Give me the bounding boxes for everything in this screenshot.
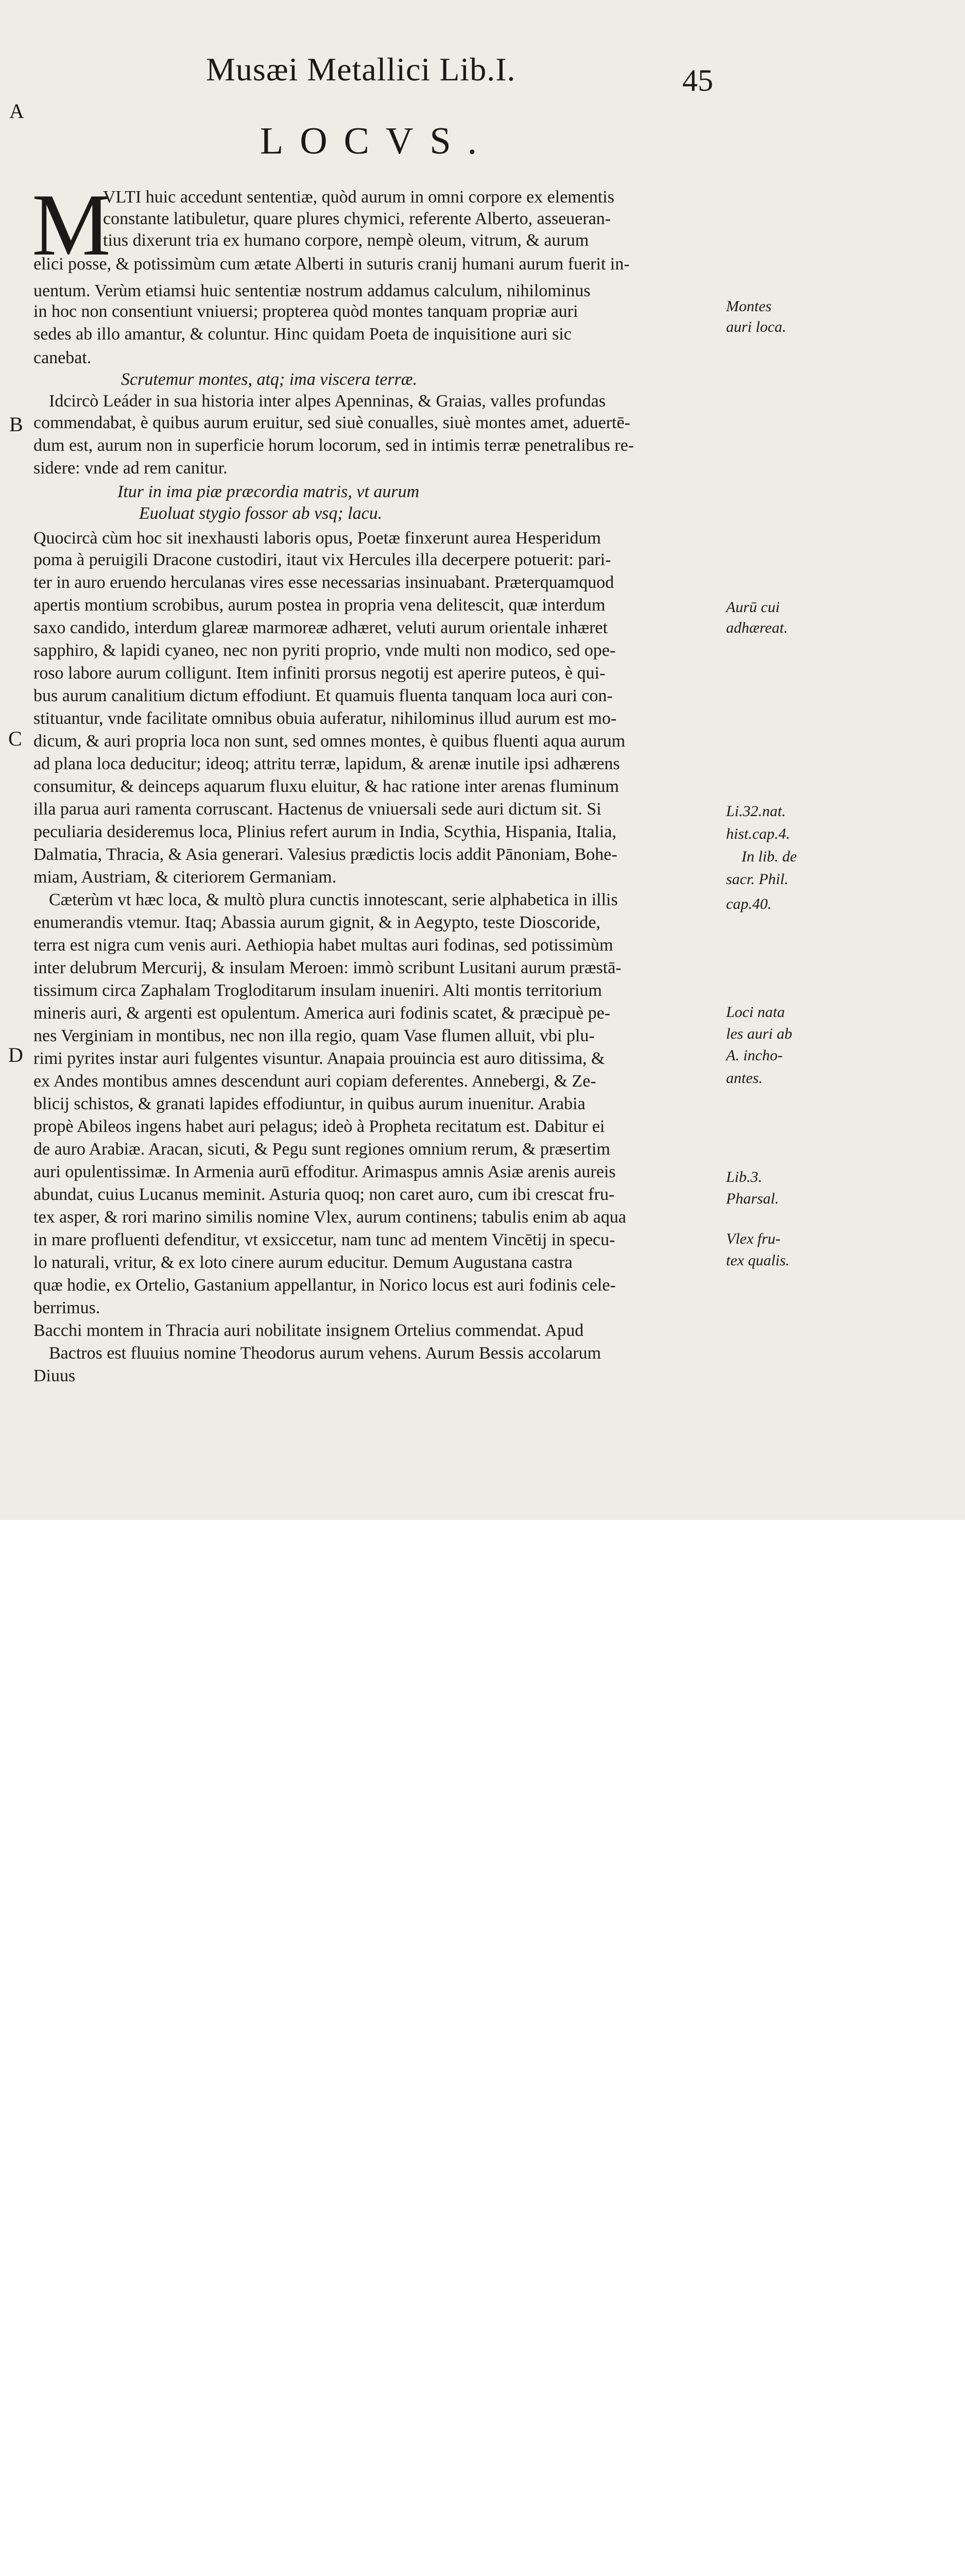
- section-marker-b: B: [9, 413, 23, 436]
- margin-note: antes.: [726, 1070, 763, 1087]
- margin-note: Li.32.nat.: [726, 803, 786, 820]
- body-line: propè Abileos ingens habet auri pelagus; ideò à Propheta recitatum est. Dabitur ei: [33, 1117, 605, 1136]
- body-line: inter delubrum Mercurij, & insulam Meroen: immò scribunt Lusitani aurum præstā-: [33, 958, 622, 977]
- margin-note: Loci nata: [726, 1004, 785, 1021]
- body-line: dicum, & auri propria loca non sunt, sed omnes montes, è quibus fluenti aqua aurum: [33, 732, 626, 751]
- body-line: elici posse, & potissimùm cum ætate Alberti in suturis cranij humani aurum fuerit in-: [33, 255, 630, 274]
- body-line: Diuus: [33, 1366, 76, 1385]
- body-line: ex Andes montibus amnes descendunt auri copiam deferentes. Annebergi, & Ze-: [33, 1072, 596, 1091]
- footer-bar: [0, 1520, 965, 1590]
- body-line: commendabat, è quibus aurum eruitur, sed siuè conualles, siuè montes amet, aduertē-: [33, 413, 631, 432]
- body-line: blicij schistos, & granati lapides effodiuntur, in quibus aurum inuenitur. Arabia: [33, 1094, 585, 1113]
- body-line: peculiaria desideremus loca, Plinius refert aurum in India, Scythia, Hispania, Italia,: [33, 822, 617, 841]
- body-line: VLTI huic accedunt sententiæ, quòd aurum in omni corpore ex elementis: [103, 188, 614, 207]
- body-line: Cæterùm vt hæc loca, & multò plura cunctis innotescant, serie alphabetica in illis: [49, 890, 618, 909]
- drop-cap: M: [32, 176, 111, 274]
- body-line: Quocircà cùm hoc sit inexhausti laboris opus, Poetæ finxerunt aurea Hesperidum: [33, 529, 601, 548]
- body-line: Idcircò Leáder in sua historia inter alpes Apenninas, & Graias, valles profundas: [49, 392, 606, 411]
- body-line: miam, Austriam, & citeriorem Germaniam.: [33, 868, 337, 887]
- verse-line: Euoluat stygio fossor ab vsq; lacu.: [139, 504, 383, 523]
- body-line: tius dixerunt tria ex humano corpore, nempè oleum, vitrum, & aurum: [103, 231, 589, 250]
- body-line: enumerandis vtemur. Itaq; Abassia aurum gignit, & in Aegypto, teste Dioscoride,: [33, 913, 601, 932]
- body-line: canebat.: [33, 348, 92, 367]
- body-line: sedes ab illo amantur, & coluntur. Hinc quidam Poeta de inquisitione auri sic: [33, 325, 572, 344]
- margin-note: In lib. de: [742, 848, 797, 865]
- body-line: in hoc non consentiunt vniuersi; propterea quòd montes tanquam propriæ auri: [33, 302, 578, 321]
- body-line: ter in auro eruendo herculanas vires esse necessarias insinuabant. Præterquamquod: [33, 573, 614, 592]
- margin-note: adhæreat.: [726, 619, 788, 636]
- body-line: bus aurum canalitium dictum effodiunt. Et quamuis fluenta tanquam loca auri con-: [33, 686, 613, 705]
- body-line: berrimus.: [33, 1298, 100, 1317]
- margin-note: auri loca.: [726, 318, 786, 335]
- body-line: quæ hodie, ex Ortelio, Gastanium appellantur, in Norico locus est auri fodinis cele-: [33, 1276, 616, 1295]
- chapter-heading: LOCVS.: [260, 120, 494, 162]
- margin-note: hist.cap.4.: [726, 825, 790, 842]
- running-title: Musæi Metallici Lib.I.: [206, 51, 516, 88]
- margin-note: sacr. Phil.: [726, 871, 788, 888]
- margin-note: Aurū cui: [726, 599, 780, 616]
- section-marker-a: A: [9, 99, 24, 123]
- section-marker-d: D: [8, 1043, 23, 1066]
- body-line: uentum. Verùm etiamsi huic sententiæ nostrum addamus calculum, nihilominus: [33, 281, 591, 300]
- body-line: abundat, cuius Lucanus meminit. Asturia quoq; non caret auro, cum ibi crescat fru-: [33, 1185, 615, 1204]
- body-line: auri opulentissimæ. In Armenia aurū effoditur. Arimaspus amnis Asiæ arenis aureis: [33, 1162, 616, 1181]
- body-line: saxo candido, interdum glareæ marmoreæ adhæret, veluti aurum orientale inhæret: [33, 618, 608, 637]
- body-line: poma à peruigili Dracone custodiri, itaut vix Hercules illa decerpere potuerit: pari-: [33, 550, 611, 569]
- margin-note: Pharsal.: [726, 1190, 779, 1207]
- body-line: apertis montium scrobibus, aurum postea in propria vena delitescit, quæ interdum: [33, 596, 606, 615]
- body-line: constante latibuletur, quare plures chymici, referente Alberto, asseueran-: [103, 209, 611, 228]
- body-line: tissimum circa Zaphalam Trogloditarum insulam inueniri. Alti montis territorium: [33, 981, 602, 1000]
- verse-line: Scrutemur montes, atq; ima viscera terræ.: [121, 370, 418, 389]
- body-line: terra est nigra cum venis auri. Aethiopia habet multas auri fodinas, sed potissimùm: [33, 936, 613, 955]
- margin-note: Lib.3.: [726, 1168, 763, 1185]
- body-line: mineris auri, & argenti est opulentum. America auri fodinis scatet, & præcipuè pe-: [33, 1004, 611, 1023]
- body-line: Bactros est fluuius nomine Theodorus aurum vehens. Aurum Bessis accolarum: [49, 1344, 601, 1363]
- body-line: lo naturali, vritur, & ex loto cinere aurum educitur. Demum Augustana castra: [33, 1253, 573, 1272]
- body-line: stituantur, vnde facilitate omnibus obuia auferatur, nihilominus illud aurum est mo-: [33, 709, 617, 728]
- body-line: dum est, aurum non in superficie horum locorum, sed in intimis terræ penetralibus re-: [33, 436, 634, 455]
- margin-note: cap.40.: [726, 895, 772, 912]
- margin-note: Vlex fru-: [726, 1230, 781, 1247]
- margin-note: les auri ab: [726, 1025, 792, 1042]
- margin-note: Montes: [726, 298, 772, 315]
- body-line: sidere: vnde ad rem canitur.: [33, 459, 228, 478]
- body-line: rimi pyrites instar auri fulgentes visuntur. Anapaia prouincia est auro ditissima, &: [33, 1049, 605, 1068]
- body-line: Dalmatia, Thracia, & Asia generari. Valesius prædictis locis addit Pānoniam, Bohe-: [33, 845, 617, 864]
- body-line: roso labore aurum colligunt. Item infiniti prorsus negotij est aperire puteos, è qui-: [33, 664, 606, 683]
- body-line: consumitur, & deinceps aquarum fluxu eluitur, & hac ratione inter arenas fluminum: [33, 777, 619, 796]
- margin-note: A. incho-: [726, 1047, 783, 1064]
- body-line: sapphiro, & lapidi cyaneo, nec non pyriti proprio, vnde multi non modico, sed ope-: [33, 641, 616, 660]
- page-number: 45: [682, 63, 713, 97]
- body-line: ad plana loca deducitur; ideoq; attritu terræ, lapidum, & arenæ inutile ipsi adhærens: [33, 754, 620, 773]
- section-marker-c: C: [8, 727, 22, 750]
- body-line: de auro Arabiæ. Aracan, sicuti, & Pegu sunt regiones omnium rerum, & præsertim: [33, 1140, 610, 1159]
- body-line: in mare profluenti defenditur, vt exsiccetur, nam tunc ad mentem Vincētij in specu-: [33, 1230, 615, 1249]
- body-line: tex asper, & rori marino similis nomine Vlex, aurum continens; tabulis enim ab aqua: [33, 1208, 626, 1227]
- verse-line: Itur in ima piæ præcordia matris, vt aurum: [117, 482, 420, 501]
- body-line: illa parua auri ramenta corruscant. Hactenus de vniuersali sede auri dictum sit. Si: [33, 800, 601, 819]
- body-line: nes Verginiam in montibus, nec non illa regio, quam Vase flumen alluit, vbi plu-: [33, 1026, 595, 1045]
- body-line: Bacchi montem in Thracia auri nobilitate insignem Ortelius commendat. Apud: [33, 1321, 584, 1340]
- margin-note: tex qualis.: [726, 1252, 790, 1269]
